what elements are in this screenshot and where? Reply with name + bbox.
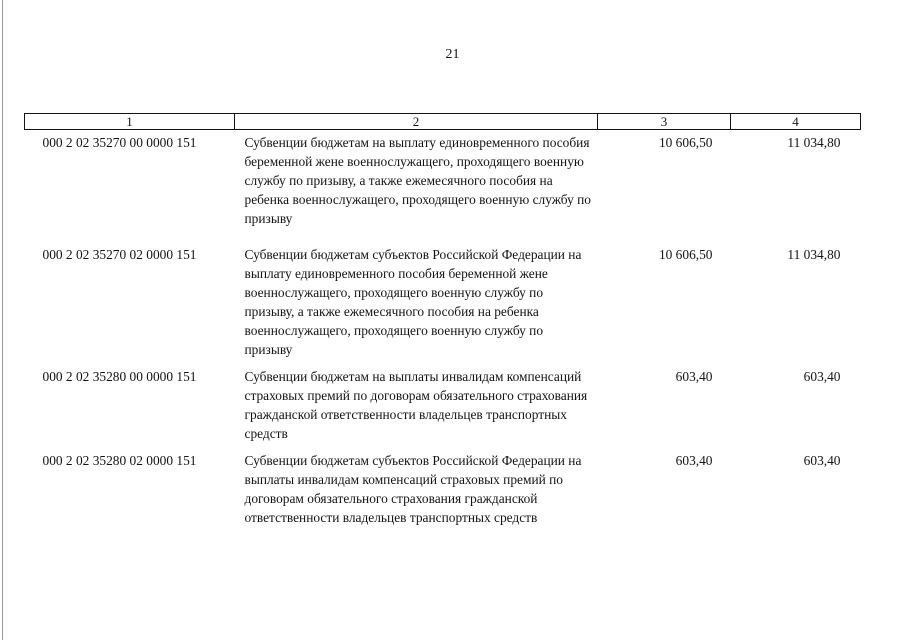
value-col-3: 10 606,50 [658, 135, 713, 150]
value-col-3: 603,40 [675, 369, 713, 384]
table-row [25, 367, 861, 451]
value-col-3: 10 606,50 [658, 247, 713, 262]
page-number: 21 [445, 47, 460, 62]
table-row [25, 451, 861, 541]
budget-code: 000 2 02 35270 00 0000 151 [42, 135, 197, 150]
table-row [25, 130, 861, 246]
budget-code: 000 2 02 35270 02 0000 151 [42, 247, 197, 262]
row-description: Субвенции бюджетам субъектов Российской Федерации на выплату единовременного пособия беременной жене военнослужащего, проходящего военную службу по призыву, а также ежемесячного пособия на ребенка военнослужащего, проходящего военную службу по призыву [244, 247, 582, 357]
value-col-4: 11 034,80 [787, 135, 841, 150]
header-col-2: 2 [235, 114, 598, 130]
value-col-3: 603,40 [675, 453, 713, 468]
page-left-edge [2, 0, 3, 640]
header-col-1: 1 [25, 114, 235, 130]
row-description: Субвенции бюджетам на выплату единовременного пособия беременной жене военнослужащего, проходящего военную службу по призыву, а также ежемесячного пособия на ребенка военнослужащего, проходящего военную службу по призыву [244, 135, 592, 226]
value-col-4: 603,40 [803, 453, 841, 468]
row-description: Субвенции бюджетам субъектов Российской Федерации на выплаты инвалидам компенсаций страховых премий по договорам обязательного страхования гражданской ответственности владельцев транспортных средств [244, 453, 582, 525]
value-col-4: 11 034,80 [787, 247, 841, 262]
table-row [25, 245, 861, 367]
value-col-4: 603,40 [803, 369, 841, 384]
table-header [25, 114, 861, 130]
row-description: Субвенции бюджетам на выплаты инвалидам компенсаций страховых премий по договорам обязательного страхования гражданской ответственности владельцев транспортных средств [244, 369, 588, 441]
header-col-3: 3 [598, 114, 731, 130]
table-body [25, 130, 861, 542]
budget-code: 000 2 02 35280 00 0000 151 [42, 369, 197, 384]
table-header-row [25, 114, 861, 130]
header-col-4: 4 [731, 114, 861, 130]
budget-code: 000 2 02 35280 02 0000 151 [42, 453, 197, 468]
budget-table [24, 113, 861, 541]
